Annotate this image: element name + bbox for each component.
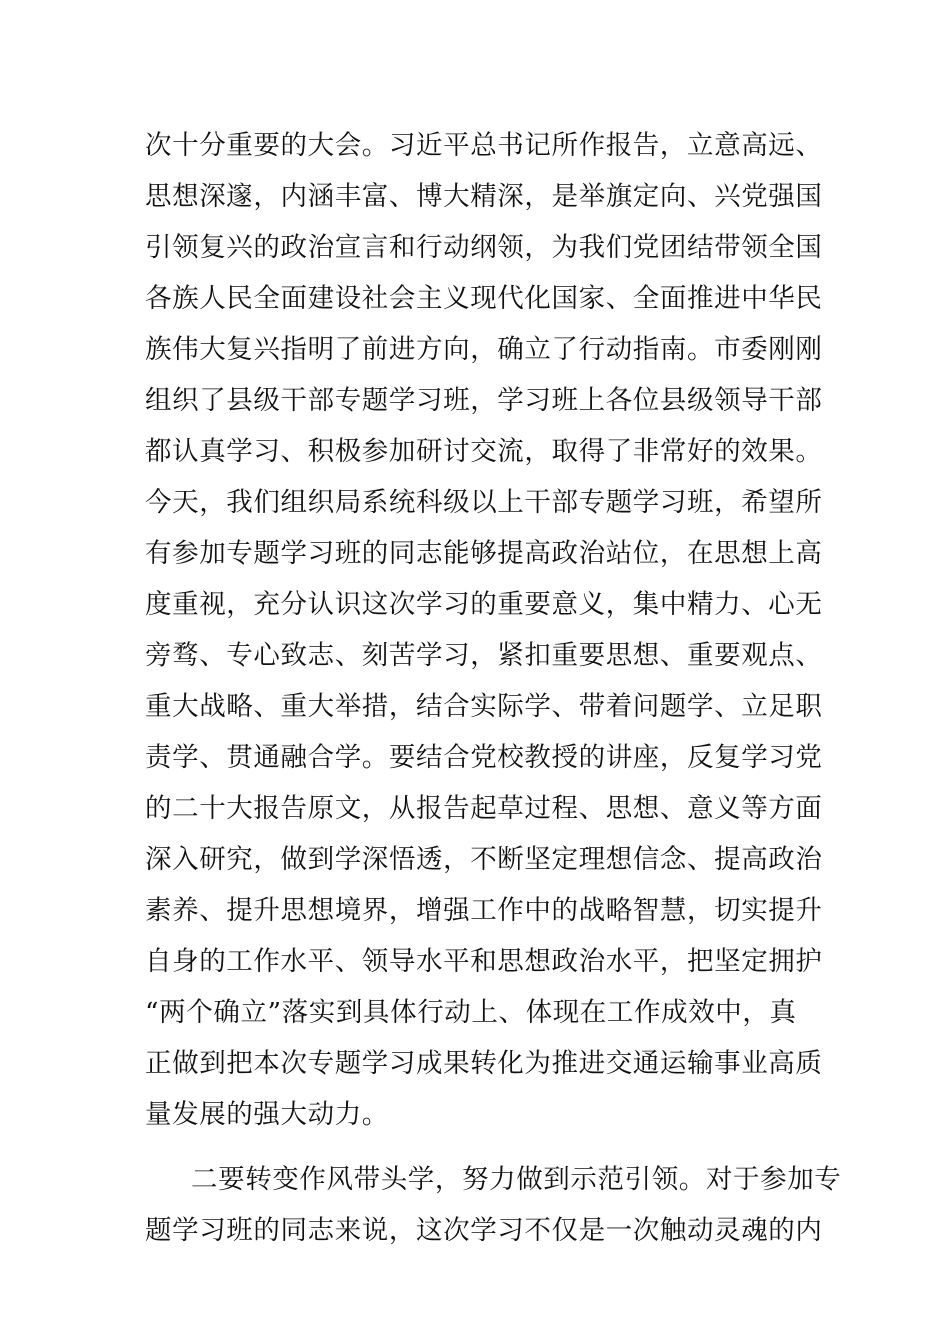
paragraph-spacing <box>145 1140 815 1154</box>
paragraph-1 <box>145 120 823 1140</box>
text-line: 量发展的强大动力。 <box>145 1099 389 1130</box>
text-line: 自身的工作水平、领导水平和思想政治水平，把坚定拥护 <box>145 946 823 977</box>
text-line: 各族人民全面建设社会主义现代化国家、全面推进中华民 <box>145 283 823 314</box>
text-line: 正做到把本次专题学习成果转化为推进交通运输事业高质 <box>145 1048 823 1079</box>
text-line: 素养、提升思想境界，增强工作中的战略智慧，切实提升 <box>145 895 823 926</box>
document-body <box>145 120 842 1256</box>
text-line: 的二十大报告原文，从报告起草过程、思想、意义等方面 <box>145 793 823 824</box>
text-line: 深入研究，做到学深悟透，不断坚定理想信念、提高政治 <box>145 844 823 875</box>
text-line: 组织了县级干部专题学习班，学习班上各位县级领导干部 <box>145 385 823 416</box>
text-line: 责学、贯通融合学。要结合党校教授的讲座，反复学习党 <box>145 742 823 773</box>
text-line: 都认真学习、积极参加研讨交流，取得了非常好的效果。 <box>145 436 823 467</box>
text-line: 旁骛、专心致志、刻苦学习，紧扣重要思想、重要观点、 <box>145 640 823 671</box>
text-line: 思想深邃，内涵丰富、博大精深，是举旗定向、兴党强国 <box>145 181 823 212</box>
text-line: 度重视，充分认识这次学习的重要意义，集中精力、心无 <box>145 589 823 620</box>
text-line: 题学习班的同志来说，这次学习不仅是一次触动灵魂的内 <box>145 1215 823 1246</box>
text-line: “两个确立”落实到具体行动上、体现在工作成效中，真 <box>145 997 797 1028</box>
text-line: 族伟大复兴指明了前进方向，确立了行动指南。市委刚刚 <box>145 334 823 365</box>
text-line: 今天，我们组织局系统科级以上干部专题学习班，希望所 <box>145 487 823 518</box>
text-line: 重大战略、重大举措，结合实际学、带着问题学、立足职 <box>145 691 823 722</box>
paragraph-2 <box>145 1154 842 1256</box>
text-line: 二要转变作风带头学，努力做到示范引领。对于参加专 <box>191 1164 842 1195</box>
text-line: 引领复兴的政治宣言和行动纲领，为我们党团结带领全国 <box>145 232 823 263</box>
text-line: 次十分重要的大会。习近平总书记所作报告，立意高远、 <box>145 130 823 161</box>
text-line: 有参加专题学习班的同志能够提高政治站位，在思想上高 <box>145 538 823 569</box>
